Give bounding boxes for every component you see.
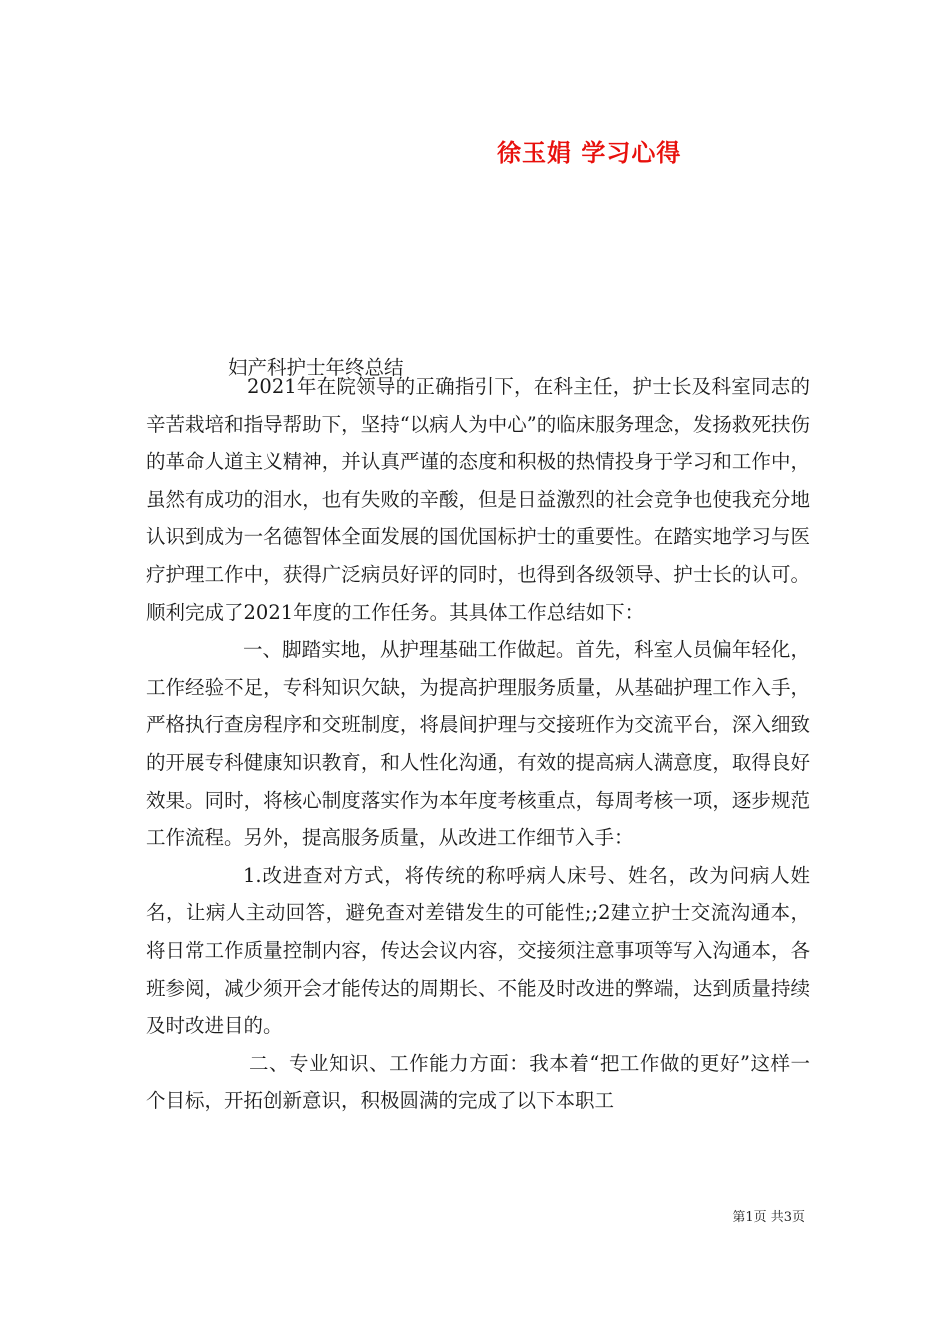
paragraph-item-one: 1.改进查对方式，将传统的称呼病人床号、姓名，改为问病人姓名，让病人主动回答，避免查对差错发生的可能性;;2建立护士交流沟通本，将日常工作质量控制内容，传达会议内容，交接须注意事项等写入沟通本，各班参阅，减少须开会才能传达的周期长、不能及时改进的弊端，达到质量持续及时改进目的。 [146,863,810,1038]
paragraph-section-two: 二、专业知识、工作能力方面：我本着“把工作做的更好”这样一个目标，开拓创新意识，积极圆满的完成了以下本职工 [146,1051,810,1113]
page-number-footer: 第1页 共3页 [732,1210,805,1225]
document-body [146,368,810,1120]
paragraph-intro: 2021年在院领导的正确指引下，在科主任，护士长及科室同志的辛苦栽培和指导帮助下，坚持“以病人为中心”的临床服务理念，发扬救死扶伤的革命人道主义精神，并认真严谨的态度和积极的热情投身于学习和工作中，虽然有成功的泪水，也有失败的辛酸，但是日益激烈的社会竞争也使我充分地认识到成为一名德智体全面发展的国优国标护士的重要性。在踏实地学习与医疗护理工作中，获得广泛病员好评的同时，也得到各级领导、护士长的认可。顺利完成了2021年度的工作任务。其具体工作总结如下： [146,375,810,624]
document-subtitle: 妇产科护士年终总结 [228,356,404,379]
document-title: 徐玉娟 学习心得 [497,139,682,167]
paragraph-section-one: 一、脚踏实地，从护理基础工作做起。首先，科室人员偏年轻化，工作经验不足，专科知识欠缺，为提高护理服务质量，从基础护理工作入手，严格执行查房程序和交班制度，将晨间护理与交接班作为交流平台，深入细致的开展专科健康知识教育，和人性化沟通，有效的提高病人满意度，取得良好效果。同时，将核心制度落实作为本年度考核重点，每周考核一项，逐步规范工作流程。另外，提高服务质量，从改进工作细节入手： [146,638,810,850]
